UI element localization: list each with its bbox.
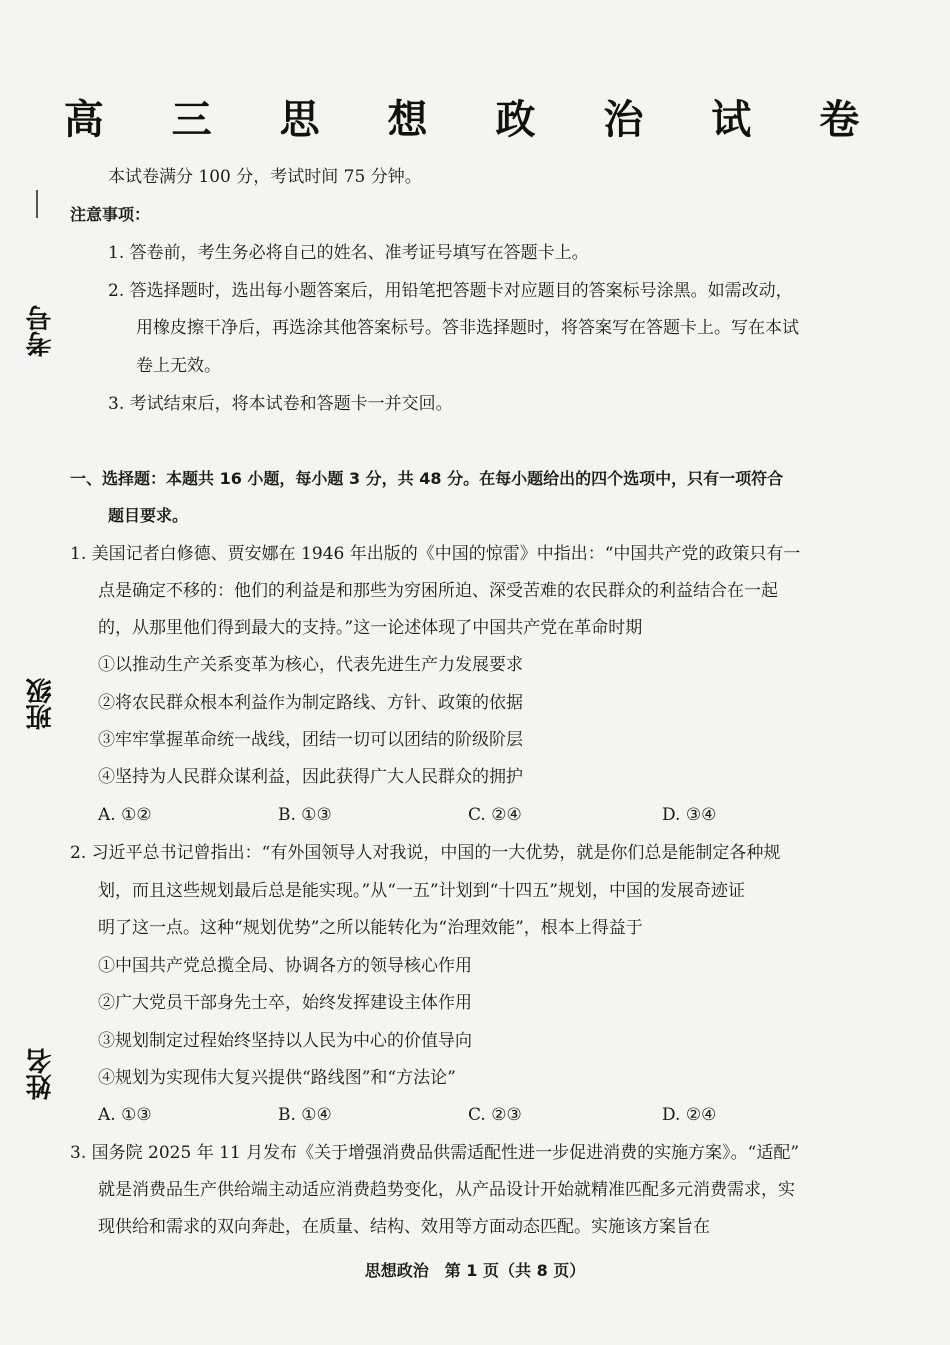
notice-heading: 注意事项：	[70, 205, 151, 224]
question-item: ③规划制定过程始终坚持以人民为中心的价值导向	[98, 1031, 472, 1051]
answer-option: A. ①②	[98, 805, 152, 825]
question-stem: 2. 习近平总书记曾指出：“有外国领导人对我说，中国的一大优势，就是你们总是能制定各种规	[70, 843, 781, 863]
exam-title: 高 三 思 想 政 治 试 卷	[63, 97, 887, 143]
side-label-exam-no: 考号	[26, 305, 56, 357]
notice-item: 3. 考试结束后，将本试卷和答题卡一并交回。	[108, 394, 453, 414]
question-stem: 3. 国务院 2025 年 11 月发布《关于增强消费品供需适配性进一步促进消费的实施方案》。“适配”	[70, 1143, 800, 1163]
question-stem: 现供给和需求的双向奔赴，在质量、结构、效用等方面动态匹配。实施该方案旨在	[98, 1217, 710, 1237]
margin-mark	[36, 190, 38, 218]
section-heading: 一、选择题：本题共 16 小题，每小题 3 分，共 48 分。在每小题给出的四个选项中，只有一项符合	[70, 469, 784, 488]
question-stem: 就是消费品生产供给端主动适应消费趋势变化，从产品设计开始就精准匹配多元消费需求，实	[98, 1180, 795, 1200]
question-item: ②广大党员干部身先士卒，始终发挥建设主体作用	[98, 993, 472, 1013]
question-item: ①中国共产党总揽全局、协调各方的领导核心作用	[98, 956, 472, 976]
question-stem: 1. 美国记者白修德、贾安娜在 1946 年出版的《中国的惊雷》中指出：“中国共产党的政策只有一	[70, 544, 801, 564]
notice-item: 1. 答卷前，考生务必将自己的姓名、准考证号填写在答题卡上。	[108, 243, 589, 263]
question-stem: 点是确定不移的：他们的利益是和那些为穷困所迫、深受苦难的农民群众的利益结合在一起	[98, 581, 778, 601]
section-heading-cont: 题目要求。	[108, 506, 189, 525]
notice-item: 用橡皮擦干净后，再选涂其他答案标号。答非选择题时，将答案写在答题卡上。写在本试	[136, 318, 799, 338]
question-item: ④坚持为人民群众谋利益，因此获得广大人民群众的拥护	[98, 767, 523, 787]
question-item: ④规划为实现伟大复兴提供“路线图”和“方法论”	[98, 1068, 456, 1088]
question-stem: 划，而且这些规划最后总是能实现。”从“一五”计划到“十四五”规划，中国的发展奇迹证	[98, 881, 745, 901]
exam-intro: 本试卷满分 100 分，考试时间 75 分钟。	[108, 167, 422, 187]
question-item: ②将农民群众根本利益作为制定路线、方针、政策的依据	[98, 693, 523, 713]
side-label-name: 姓名	[26, 1048, 56, 1100]
answer-option: C. ②④	[468, 805, 522, 825]
side-label-class: 班级	[26, 678, 56, 730]
answer-option: D. ②④	[662, 1105, 717, 1125]
answer-option: A. ①③	[98, 1105, 152, 1125]
question-stem: 的，从那里他们得到最大的支持。”这一论述体现了中国共产党在革命时期	[98, 618, 643, 638]
question-item: ①以推动生产关系变革为核心，代表先进生产力发展要求	[98, 655, 523, 675]
question-stem: 明了这一点。这种“规划优势”之所以能转化为“治理效能”，根本上得益于	[98, 918, 643, 938]
answer-option: C. ②③	[468, 1105, 522, 1125]
question-item: ③牢牢掌握革命统一战线，团结一切可以团结的阶级阶层	[98, 730, 523, 750]
answer-option: D. ③④	[662, 805, 717, 825]
notice-item: 2. 答选择题时，选出每小题答案后，用铅笔把答题卡对应题目的答案标号涂黑。如需改动，	[108, 281, 793, 301]
answer-option: B. ①④	[278, 1105, 332, 1125]
notice-item: 卷上无效。	[136, 356, 221, 376]
page-footer: 思想政治 第 1 页（共 8 页）	[364, 1261, 586, 1280]
answer-option: B. ①③	[278, 805, 332, 825]
